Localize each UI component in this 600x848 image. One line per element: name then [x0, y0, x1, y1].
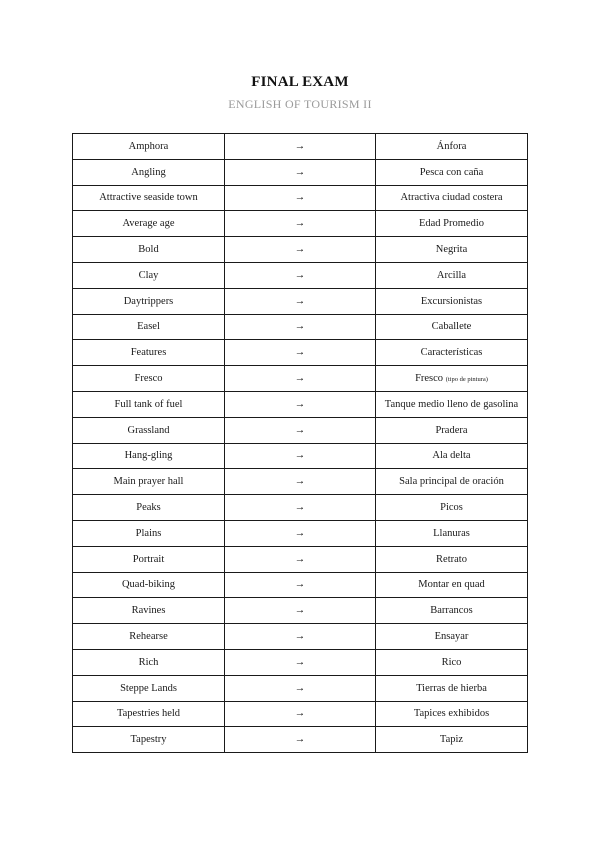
spanish-translation-cell: [376, 649, 528, 675]
arrow-icon: →: [225, 417, 376, 443]
table-row: [73, 366, 528, 392]
spanish-translation-cell: [376, 314, 528, 340]
english-term-cell: Hang-gling: [73, 443, 225, 469]
arrow-icon: →: [225, 134, 376, 160]
english-term-cell: Amphora: [73, 134, 225, 160]
english-term-cell: Ravines: [73, 598, 225, 624]
arrow-icon: →: [225, 237, 376, 263]
table-row: [73, 211, 528, 237]
arrow-icon: →: [225, 185, 376, 211]
spanish-translation-cell: [376, 443, 528, 469]
spanish-translation-cell: [376, 495, 528, 521]
table-row: [73, 185, 528, 211]
english-term-cell: Grassland: [73, 417, 225, 443]
english-term-cell: Peaks: [73, 495, 225, 521]
english-term-cell: Easel: [73, 314, 225, 340]
english-term-cell: Tapestry: [73, 727, 225, 753]
spanish-translation-text: Tierras de hierba: [416, 682, 487, 694]
arrow-icon: →: [225, 701, 376, 727]
spanish-translation-text: Barrancos: [430, 605, 473, 617]
spanish-translation-cell: [376, 366, 528, 392]
table-row: [73, 495, 528, 521]
spanish-translation-cell: [376, 211, 528, 237]
table-row: [73, 572, 528, 598]
table-row: [73, 443, 528, 469]
table-row: [73, 701, 528, 727]
arrow-icon: →: [225, 598, 376, 624]
vocabulary-table: [72, 133, 528, 753]
english-term-cell: Tapestries held: [73, 701, 225, 727]
table-row: [73, 391, 528, 417]
spanish-translation-text: Tanque medio lleno de gasolina: [384, 398, 519, 410]
english-term-cell: Full tank of fuel: [73, 391, 225, 417]
english-term-cell: Steppe Lands: [73, 675, 225, 701]
spanish-translation-text: Fresco: [415, 373, 444, 385]
translation-note: (tipo de pintura): [445, 376, 488, 384]
table-row: [73, 417, 528, 443]
page-title: FINAL EXAM: [251, 74, 349, 90]
arrow-icon: →: [225, 520, 376, 546]
spanish-translation-text: Picos: [440, 502, 463, 514]
spanish-translation-text: Ala delta: [432, 450, 471, 462]
spanish-translation-text: Tapices exhibidos: [413, 708, 490, 720]
spanish-translation-cell: [376, 417, 528, 443]
spanish-translation-text: Negrita: [435, 244, 468, 256]
arrow-icon: →: [225, 495, 376, 521]
arrow-icon: →: [225, 675, 376, 701]
spanish-translation-cell: [376, 134, 528, 160]
english-term-cell: Main prayer hall: [73, 469, 225, 495]
spanish-translation-text: Atractiva ciudad costera: [400, 192, 503, 204]
spanish-translation-text: Tapiz: [439, 734, 464, 746]
spanish-translation-cell: [376, 340, 528, 366]
table-row: [73, 159, 528, 185]
table-row: [73, 237, 528, 263]
page-subtitle: ENGLISH OF TOURISM II: [228, 97, 372, 111]
arrow-icon: →: [225, 624, 376, 650]
spanish-translation-cell: [376, 469, 528, 495]
spanish-translation-cell: [376, 598, 528, 624]
spanish-translation-text: Ensayar: [434, 631, 469, 643]
table-row: [73, 675, 528, 701]
arrow-icon: →: [225, 572, 376, 598]
table-row: [73, 340, 528, 366]
table-row: [73, 727, 528, 753]
spanish-translation-cell: [376, 572, 528, 598]
arrow-icon: →: [225, 649, 376, 675]
spanish-translation-text: Excursionistas: [420, 295, 483, 307]
table-row: [73, 624, 528, 650]
arrow-icon: →: [225, 391, 376, 417]
table-row: [73, 314, 528, 340]
english-term-cell: Average age: [73, 211, 225, 237]
arrow-icon: →: [225, 727, 376, 753]
table-row: [73, 134, 528, 160]
spanish-translation-text: Caballete: [431, 321, 472, 333]
english-term-cell: Bold: [73, 237, 225, 263]
spanish-translation-text: Pesca con caña: [419, 166, 484, 178]
spanish-translation-cell: [376, 237, 528, 263]
arrow-icon: →: [225, 159, 376, 185]
english-term-cell: Rich: [73, 649, 225, 675]
arrow-icon: →: [225, 340, 376, 366]
spanish-translation-text: Montar en quad: [418, 579, 485, 591]
english-term-cell: Fresco: [73, 366, 225, 392]
table-row: [73, 546, 528, 572]
spanish-translation-cell: [376, 262, 528, 288]
spanish-translation-text: Características: [420, 347, 483, 359]
table-row: [73, 520, 528, 546]
table-row: [73, 262, 528, 288]
arrow-icon: →: [225, 366, 376, 392]
spanish-translation-text: Ánfora: [436, 140, 467, 152]
table-row: [73, 469, 528, 495]
arrow-icon: →: [225, 314, 376, 340]
arrow-icon: →: [225, 546, 376, 572]
spanish-translation-cell: [376, 727, 528, 753]
spanish-translation-text: Rico: [441, 656, 462, 668]
spanish-translation-cell: [376, 520, 528, 546]
english-term-cell: Attractive seaside town: [73, 185, 225, 211]
table-row: [73, 598, 528, 624]
spanish-translation-cell: [376, 546, 528, 572]
spanish-translation-cell: [376, 288, 528, 314]
spanish-translation-text: Retrato: [436, 553, 467, 565]
spanish-translation-cell: [376, 185, 528, 211]
english-term-cell: Plains: [73, 520, 225, 546]
spanish-translation-cell: [376, 675, 528, 701]
spanish-translation-cell: [376, 391, 528, 417]
english-term-cell: Rehearse: [73, 624, 225, 650]
spanish-translation-text: Llanuras: [433, 527, 470, 539]
arrow-icon: →: [225, 288, 376, 314]
arrow-icon: →: [225, 262, 376, 288]
table-row: [73, 649, 528, 675]
english-term-cell: Angling: [73, 159, 225, 185]
table-row: [73, 288, 528, 314]
vocabulary-table-body: [73, 134, 528, 753]
spanish-translation-text: Pradera: [435, 424, 468, 436]
english-term-cell: Clay: [73, 262, 225, 288]
english-term-cell: Daytrippers: [73, 288, 225, 314]
english-term-cell: Portrait: [73, 546, 225, 572]
arrow-icon: →: [225, 469, 376, 495]
arrow-icon: →: [225, 443, 376, 469]
spanish-translation-cell: [376, 624, 528, 650]
spanish-translation-text: Arcilla: [436, 269, 467, 281]
english-term-cell: Features: [73, 340, 225, 366]
arrow-icon: →: [225, 211, 376, 237]
spanish-translation-text: Edad Promedio: [418, 218, 485, 230]
english-term-cell: Quad-biking: [73, 572, 225, 598]
spanish-translation-cell: [376, 701, 528, 727]
spanish-translation-cell: [376, 159, 528, 185]
spanish-translation-text: Sala principal de oración: [399, 476, 504, 488]
